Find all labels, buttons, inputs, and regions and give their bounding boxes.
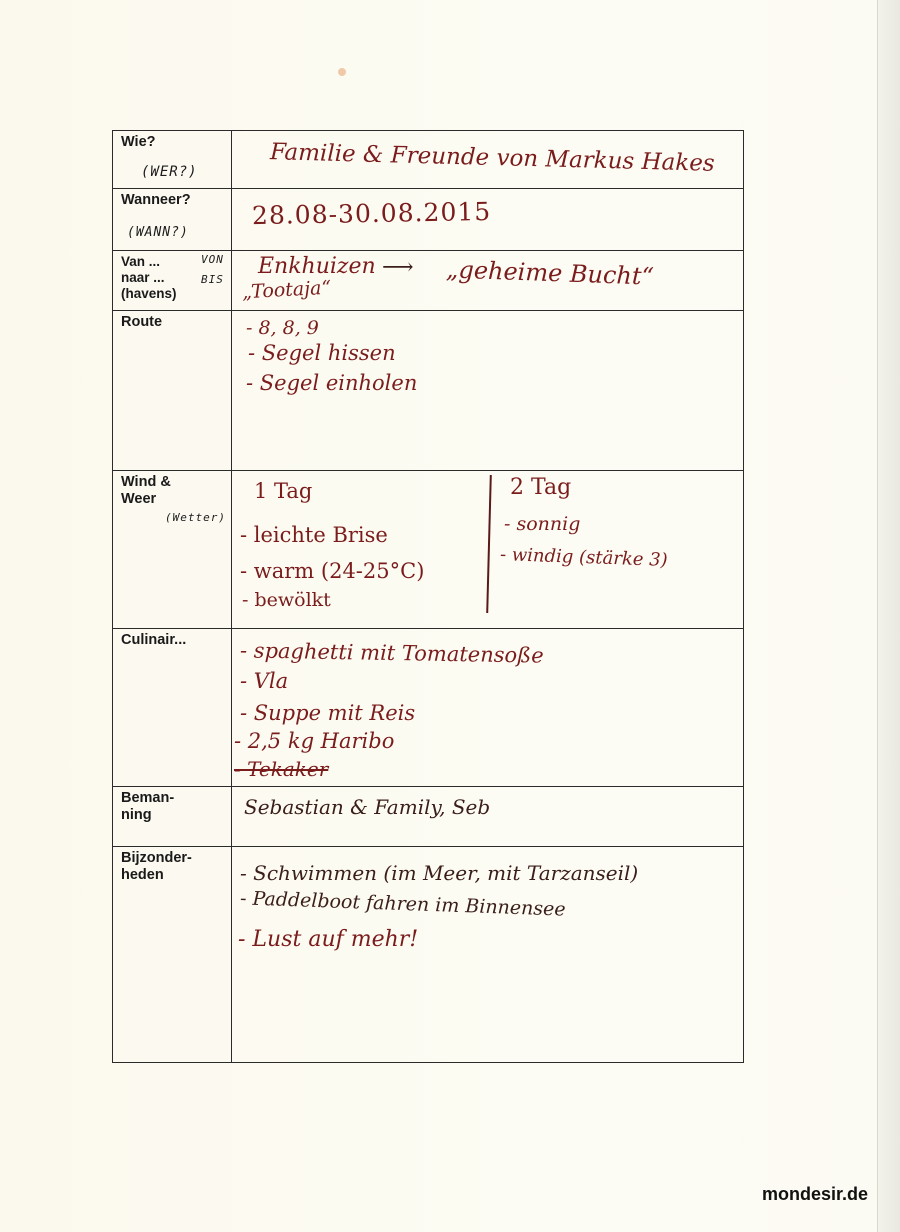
day2-entry-1: - sonnig	[504, 513, 581, 535]
value-cell-route	[232, 311, 744, 471]
entry-naar-alt: „Tootaja“	[241, 276, 332, 304]
arrow-icon: ⟶	[382, 255, 414, 280]
entry-route-2: - Segel hissen	[248, 341, 396, 365]
paper-edge	[877, 0, 900, 1232]
row-bemanning	[113, 787, 744, 847]
day1-entry-1: - leichte Brise	[240, 523, 388, 547]
label-culinair: Culinair...	[121, 632, 187, 648]
logbook-form-table	[112, 130, 744, 1063]
entry-naar: „geheime Bucht“	[445, 255, 655, 291]
paper-smudge	[338, 68, 346, 76]
label-bemanning: Beman- ning	[121, 790, 175, 823]
value-cell-bijzonderheden	[232, 847, 744, 1063]
value-cell-wind-weer	[232, 471, 744, 629]
entry-culinair-3: - Suppe mit Reis	[240, 701, 416, 725]
entry-route-1: - 8, 8, 9	[246, 317, 319, 339]
entry-bijzonderheden-3: - Lust auf mehr!	[238, 927, 419, 952]
column-divider	[486, 475, 492, 613]
label-cell-wind-weer	[113, 471, 232, 629]
entry-bijzonderheden-2: - Paddelboot fahren im Binnensee	[239, 887, 566, 921]
entry-route-3: - Segel einholen	[246, 371, 418, 395]
entry-culinair-1: - spaghetti mit Tomatensoße	[239, 638, 544, 668]
label-route: Route	[121, 314, 163, 330]
label-annotation-bis: BIS	[201, 273, 224, 286]
label-cell-van-naar	[113, 251, 232, 311]
label-annotation-wie: (WER?)	[141, 164, 198, 180]
entry-bijzonderheden-1: - Schwimmen (im Meer, mit Tarzanseil)	[240, 861, 639, 885]
day1-title: 1 Tag	[254, 479, 313, 503]
value-cell-wie	[232, 131, 744, 189]
row-wanneer	[113, 189, 744, 251]
row-bijzonderheden	[113, 847, 744, 1063]
label-cell-wie	[113, 131, 232, 189]
label-cell-culinair	[113, 629, 232, 787]
value-cell-wanneer	[232, 189, 744, 251]
row-route	[113, 311, 744, 471]
value-cell-van-naar	[232, 251, 744, 311]
label-cell-bijzonderheden	[113, 847, 232, 1063]
entry-wie: Familie & Freunde von Markus Hakes	[269, 139, 716, 177]
row-wie	[113, 131, 744, 189]
day1-entry-2: - warm (24-25°C)	[240, 559, 425, 583]
day2-entry-2: - windig (stärke 3)	[499, 544, 668, 571]
row-culinair	[113, 629, 744, 787]
label-wind-weer: Wind & Weer	[121, 474, 171, 507]
entry-wanneer: 28.08-30.08.2015	[251, 196, 492, 231]
day2-title: 2 Tag	[510, 475, 572, 500]
value-cell-culinair	[232, 629, 744, 787]
label-wie: Wie?	[121, 134, 156, 150]
row-wind-weer	[113, 471, 744, 629]
value-cell-bemanning	[232, 787, 744, 847]
footer-watermark: mondesir.de	[761, 1184, 868, 1204]
entry-van: Enkhuizen	[258, 254, 376, 279]
row-van-naar	[113, 251, 744, 311]
label-cell-wanneer	[113, 189, 232, 251]
label-annotation-von: VON	[201, 253, 224, 266]
entry-culinair-4: - 2,5 kg Haribo	[234, 729, 395, 753]
label-bijzonderheden: Bijzonder- heden	[121, 850, 192, 883]
entry-culinair-2: - Vla	[240, 669, 289, 693]
label-van-naar: Van ... naar ... (havens)	[121, 254, 177, 301]
day1-entry-3: - bewölkt	[242, 589, 331, 611]
label-annotation-wanneer: (WANN?)	[127, 225, 189, 240]
label-cell-bemanning	[113, 787, 232, 847]
label-annotation-wetter: (Wetter)	[165, 511, 226, 524]
label-cell-route	[113, 311, 232, 471]
label-wanneer: Wanneer?	[121, 192, 191, 208]
entry-bemanning: Sebastian & Family, Seb	[244, 795, 491, 819]
entry-culinair-5: - Tekaker	[234, 757, 329, 781]
